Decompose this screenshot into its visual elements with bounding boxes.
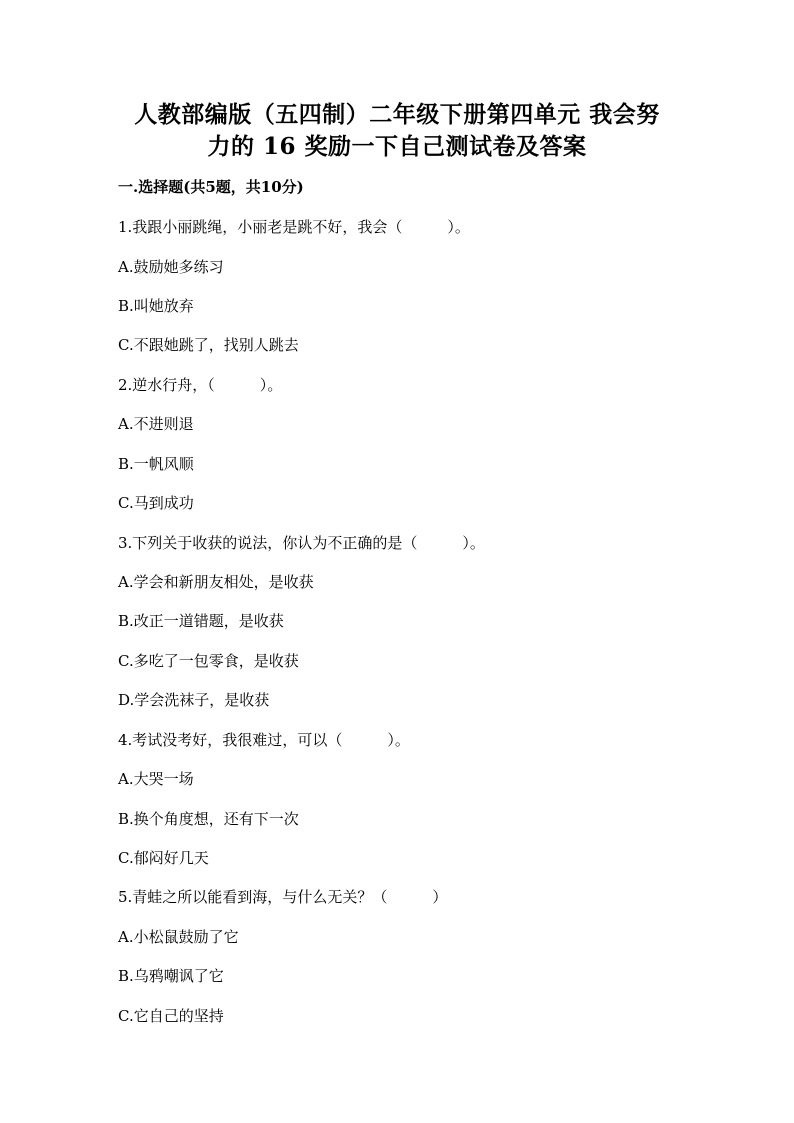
document-title-line-1: 人教部编版（五四制）二年级下册第四单元 我会努 xyxy=(134,101,660,128)
section-heading: 一.选择题(共5题，共10分) xyxy=(118,178,304,196)
question-stem: 1.我跟小丽跳绳，小丽老是跳不好，我会（ ）。 xyxy=(118,218,470,236)
answer-option: A.学会和新朋友相处，是收获 xyxy=(118,573,314,591)
answer-option: C.马到成功 xyxy=(118,494,194,512)
answer-option: B.改正一道错题，是收获 xyxy=(118,612,284,630)
answer-option: B.一帆风顺 xyxy=(118,455,194,473)
question-stem: 3.下列关于收获的说法，你认为不正确的是（ ）。 xyxy=(118,534,485,552)
question-stem: 4.考试没考好，我很难过，可以（ ）。 xyxy=(118,731,410,749)
question-stem: 2.逆水行舟，（ ）。 xyxy=(118,376,283,394)
answer-option: B.乌鸦嘲讽了它 xyxy=(118,967,224,985)
answer-option: B.换个角度想，还有下一次 xyxy=(118,810,299,828)
answer-option: A.不进则退 xyxy=(118,415,194,433)
answer-option: C.它自己的坚持 xyxy=(118,1007,224,1025)
answer-option: D.学会洗袜子，是收获 xyxy=(118,691,270,709)
answer-option: B.叫她放弃 xyxy=(118,297,194,315)
answer-option: C.多吃了一包零食，是收获 xyxy=(118,652,299,670)
answer-option: C.郁闷好几天 xyxy=(118,849,209,867)
answer-option: A.小松鼠鼓励了它 xyxy=(118,928,239,946)
question-stem: 5.青蛙之所以能看到海，与什么无关？（ ） xyxy=(118,888,448,906)
document-title-line-2: 力的 16 奖励一下自己测试卷及答案 xyxy=(207,133,587,160)
answer-option: C.不跟她跳了，找别人跳去 xyxy=(118,336,299,354)
answer-option: A.鼓励她多练习 xyxy=(118,258,224,276)
answer-option: A.大哭一场 xyxy=(118,770,194,788)
